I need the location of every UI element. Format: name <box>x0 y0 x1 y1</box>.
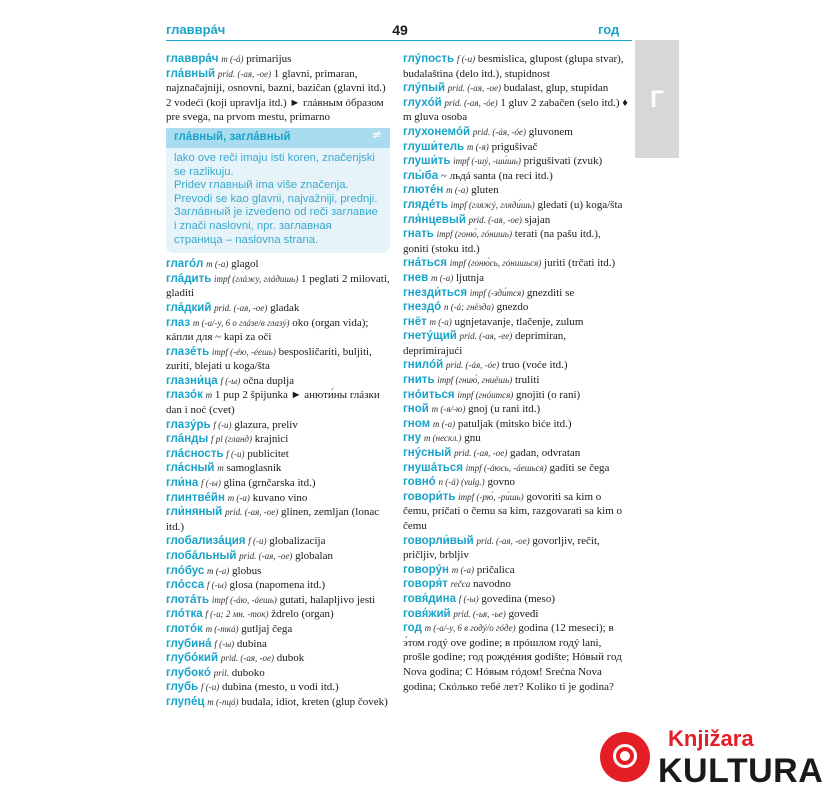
definition: budala, idiot, kreten (glup čovek) <box>241 695 388 708</box>
definition: globalizacija <box>269 535 326 548</box>
headword: глóбус <box>166 564 205 577</box>
dictionary-entry <box>166 257 391 272</box>
dictionary-entry <box>166 272 391 301</box>
grammar-note: impf (глáжу, глáдишь) <box>214 273 299 284</box>
headword: гли́на <box>166 477 199 490</box>
dictionary-entry <box>403 621 628 694</box>
definition: patuljak (mitsko biće itd.) <box>457 417 572 430</box>
usage-note-line: lako ove reči imaju isti koren, značenjski se razlikuju. <box>174 151 375 178</box>
headword: гнить <box>403 374 435 387</box>
grammar-note: rečca <box>450 579 471 590</box>
dictionary-entry <box>403 534 628 563</box>
dictionary-entry <box>166 564 391 579</box>
dictionary-entry <box>403 213 628 228</box>
dictionary-entry <box>403 358 628 373</box>
definition: glazura, preliv <box>234 418 298 431</box>
headword: глютéн <box>403 184 444 197</box>
definition: pričalica <box>476 563 515 576</box>
definition: sjajan <box>524 213 551 226</box>
grammar-note: f (-ы) <box>214 638 235 649</box>
definition: oko (organ vida); кáпли для ~ kapi za oči <box>166 316 369 344</box>
dictionary-entry <box>403 475 628 490</box>
dictionary-entry <box>403 577 628 592</box>
headword: глубь <box>166 681 199 694</box>
dictionary-entry <box>403 490 628 534</box>
dictionary-entry <box>403 256 628 271</box>
bookstore-logo <box>596 722 823 792</box>
definition: gutati, halapljivo jesti <box>279 593 376 606</box>
dictionary-entry <box>166 651 391 666</box>
definition: gluvonem <box>528 125 573 138</box>
grammar-note: n (-á) (vulg.) <box>438 477 485 488</box>
dictionary-entry <box>166 505 391 534</box>
dictionary-entry <box>403 446 628 461</box>
headword: гнёт <box>403 315 427 328</box>
dictionary-entry <box>166 578 391 593</box>
dictionary-entry <box>166 607 391 622</box>
dictionary-entry <box>166 680 391 695</box>
grammar-note: n (-á; гнёзда) <box>443 302 494 313</box>
dictionary-entry <box>166 593 391 608</box>
headword: глуши́ть <box>403 155 451 168</box>
grammar-note: m (-а/-у, 6 о глáзе/в глазý) <box>192 317 290 328</box>
headword: глагóл <box>166 258 204 271</box>
headword: гнóиться <box>403 388 455 401</box>
definition: gnezditi se <box>526 286 575 299</box>
headword: глубóкий <box>166 652 219 665</box>
grammar-note: prid. (-ая, -ое) <box>225 507 279 518</box>
headword: глáсность <box>166 447 224 460</box>
grammar-note: f (-ы) <box>458 593 479 604</box>
headword: глáдкий <box>166 301 212 314</box>
headword: говя́жий <box>403 607 451 620</box>
definition: krajnici <box>254 433 289 446</box>
dictionary-entry <box>403 81 628 96</box>
dictionary-entry <box>166 52 391 67</box>
definition: ugnjetavanje, tlačenje, zulum <box>454 315 584 328</box>
dictionary-entry <box>403 329 628 358</box>
definition: globalan <box>295 550 333 562</box>
definition: glinen, zemljan (lonac itd.) <box>166 506 380 533</box>
grammar-note: prid. (-ая, -ое) <box>217 68 272 79</box>
headword: гля́нцевый <box>403 213 466 226</box>
header-rule <box>166 40 632 41</box>
grammar-note: m (-а) <box>451 564 474 575</box>
headword: глубинá <box>166 637 212 650</box>
definition: globus <box>232 564 262 577</box>
dictionary-entry <box>403 271 628 286</box>
grammar-note: prid. (-ая, -ое) <box>220 653 274 664</box>
headword: глазóк <box>166 389 203 402</box>
logo-text-bottom: KULTURA <box>658 752 823 790</box>
headword: гли́няный <box>166 506 223 519</box>
headword: глотáть <box>166 593 210 606</box>
headword: глухонемóй <box>403 125 471 138</box>
definition: prigušivati (zvuk) <box>523 155 603 168</box>
dictionary-entry <box>166 301 391 316</box>
headword: глýпый <box>403 82 446 95</box>
definition: ždrelo (organ) <box>271 608 334 621</box>
grammar-note: impf (-зди́тся) <box>469 287 525 298</box>
definition: glagol <box>231 258 259 271</box>
grammar-note: f (-и) <box>456 54 476 64</box>
dictionary-entry <box>166 637 391 652</box>
dictionary-entry <box>403 315 628 330</box>
grammar-note: prid. (-ая, -ое) <box>454 448 508 459</box>
dictionary-entry <box>166 534 391 549</box>
grammar-note: prid. (-áя, -óе) <box>445 360 500 371</box>
grammar-note: m (-я/-ю) <box>431 404 466 415</box>
not-equal-icon: ≠ <box>371 127 382 143</box>
definition: juriti (trčati itd.) <box>544 257 616 270</box>
entry-list-top <box>166 52 391 125</box>
headword: гнев <box>403 271 429 284</box>
definition: publicitet <box>247 447 289 460</box>
logo-dot <box>620 751 630 761</box>
headword: глы́ба <box>403 169 439 182</box>
grammar-note: f (-и; 2 мн. -ток) <box>205 609 269 620</box>
dictionary-entry <box>166 491 391 506</box>
definition: ~ льдá santa (na reci itd.) <box>440 169 553 182</box>
headword: глазýрь <box>166 418 211 431</box>
left-column <box>166 52 391 710</box>
definition: duboko <box>231 666 265 679</box>
headword: гнездó <box>403 301 442 314</box>
grammar-note: prid. (-ая, -ое) <box>476 535 530 546</box>
dictionary-entry <box>403 592 628 607</box>
dictionary-entry <box>403 183 628 198</box>
usage-note-title: глáвный, заглáвный <box>174 130 291 143</box>
definition: gnojiti (o rani) <box>516 388 581 401</box>
headword: год <box>403 622 422 635</box>
thumb-index-letter: Г <box>650 86 664 113</box>
dictionary-entry <box>166 345 391 374</box>
dictionary-entry <box>403 140 628 155</box>
dictionary-entry <box>403 563 628 578</box>
usage-note-header <box>166 128 390 148</box>
grammar-note: impf (-áю, -áешь) <box>211 594 277 605</box>
grammar-note: m (-á) <box>221 54 244 64</box>
grammar-note: prid. (-ая, -ее) <box>459 331 513 342</box>
definition: prigušivač <box>491 140 538 153</box>
definition: navodno <box>472 578 511 591</box>
definition: govorljiv, rečit, pričljiv, brbljiv <box>403 534 600 562</box>
headword: глотóк <box>166 622 203 635</box>
grammar-note: prid. (-ая, -ое) <box>447 83 501 94</box>
headword: гнушáться <box>403 461 463 474</box>
running-head-left: главврáч <box>166 22 226 37</box>
right-column <box>403 52 628 694</box>
headword: гнилóй <box>403 359 444 372</box>
dictionary-entry <box>166 695 391 710</box>
definition: truo (voće itd.) <box>501 359 568 372</box>
grammar-note: prid. (-ая, -ое) <box>468 214 522 225</box>
grammar-note: prid. (-ая, -óе) <box>444 97 498 108</box>
definition: primarijus <box>246 53 292 65</box>
definition: očna duplja <box>243 374 295 387</box>
definition: gnezdo <box>496 301 529 314</box>
definition: gadan, odvratan <box>510 447 581 460</box>
usage-note-line: Заглáвный je izvedeno od reči заглавие i znači naslovni, npr. заглавная страница – naslovna strana. <box>174 206 378 246</box>
grammar-note: impf (гнóится) <box>457 389 514 400</box>
dictionary-entry <box>403 154 628 169</box>
dictionary-entry <box>403 461 628 476</box>
grammar-note: impf (-áюсь, -áешься) <box>465 462 547 473</box>
headword: гном <box>403 417 431 430</box>
definition: gnoj (u rani itd.) <box>468 403 541 416</box>
grammar-note: f pl (гланд) <box>211 434 252 445</box>
dictionary-entry <box>403 417 628 432</box>
page-number: 49 <box>392 22 408 38</box>
definition: terati (na pašu itd.), goniti (stoku itd.) <box>403 228 601 255</box>
definition: glosa (napomena itd.) <box>229 579 326 592</box>
dictionary-entry <box>403 373 628 388</box>
definition: truliti <box>514 374 540 387</box>
headword: глуши́тель <box>403 140 465 153</box>
headword: говорли́вый <box>403 534 474 547</box>
dictionary-entry <box>403 286 628 301</box>
grammar-note: m (-а) <box>207 565 230 576</box>
definition: godina (12 meseci); в э́том годý ove godine; в прóшлом годý lani, prošle godine; год рождéния godište; Нóвый год Nova godina; С Нóвым гóдом! Srećna Nova godina; Скóлько тебé лет? Koliko ti je godina? <box>403 622 622 693</box>
grammar-note: f (-ы) <box>206 580 227 591</box>
dictionary-entry <box>166 476 391 491</box>
definition: goveđi <box>508 607 539 620</box>
headword: глядéть <box>403 198 448 211</box>
headword: гнать <box>403 228 434 241</box>
grammar-note: impf (-шý, -ши́шь) <box>453 156 521 167</box>
headword: гнýсный <box>403 447 452 460</box>
definition: govoriti sa kim o čemu, pričati o čemu sa kim, razgovarati sa kim o čemu <box>403 490 623 532</box>
dictionary-entry <box>166 666 391 681</box>
usage-note-line: Prevodi se kao glavni, najvažniji, prednji. <box>174 192 378 205</box>
grammar-note: m (-а) <box>429 316 452 327</box>
headword: гнетýщий <box>403 330 457 343</box>
definition: 1 peglati 2 milovati, gladiti <box>166 272 390 300</box>
grammar-note: impf (-éю, -éешь) <box>211 346 276 357</box>
dictionary-entry <box>403 125 628 140</box>
dictionary-entry <box>403 300 628 315</box>
dictionary-entry <box>403 52 628 81</box>
headword: глубокó <box>166 666 211 679</box>
grammar-note: impf (гоню́, гóнишь) <box>436 229 513 240</box>
grammar-note: prid. (-ая, -ое) <box>239 551 293 561</box>
dictionary-entry <box>403 227 628 256</box>
grammar-note: m <box>217 463 224 474</box>
dictionary-entry <box>166 447 391 462</box>
dictionary-entry <box>403 607 628 622</box>
grammar-note: m (нескл.) <box>423 433 462 444</box>
definition: samoglasnik <box>226 462 282 475</box>
headword: глинтвéйн <box>166 491 225 504</box>
grammar-note: impf (гляжý, гляди́шь) <box>450 199 535 210</box>
definition: kuvano vino <box>252 491 308 504</box>
definition: dubok <box>276 652 305 665</box>
headword: гной <box>403 403 429 416</box>
usage-note-line: Pridev главный ima više značenja. <box>174 179 349 192</box>
grammar-note: m (-а) <box>432 418 456 429</box>
definition: besposličariti, buljiti, zuriti, blejati u koga/šta <box>166 345 372 373</box>
definition: gladak <box>270 301 300 314</box>
headword: глобáльный <box>166 550 237 562</box>
definition: gluten <box>471 184 499 197</box>
headword: гну <box>403 432 422 445</box>
definition: budalast, glup, stupidan <box>503 82 609 95</box>
grammar-note: m (-ткá) <box>205 623 239 634</box>
headword: глáнды <box>166 433 209 446</box>
usage-note-body <box>166 148 390 253</box>
grammar-note: f (-и) <box>226 448 245 459</box>
dictionary-entry <box>166 622 391 637</box>
headword: глóтка <box>166 608 203 621</box>
headword: гнезди́ться <box>403 286 468 299</box>
dictionary-entry <box>403 431 628 446</box>
grammar-note: pril. <box>213 667 229 678</box>
definition: ljutnja <box>455 271 485 284</box>
headword: глобализáция <box>166 535 246 548</box>
grammar-note: prid. (-ья, -ье) <box>453 608 506 619</box>
dictionary-entry <box>403 388 628 403</box>
entry-list-right <box>403 52 628 694</box>
headword: глáсный <box>166 462 215 475</box>
headword: глазéть <box>166 345 210 358</box>
definition: dubina <box>236 637 267 650</box>
grammar-note: m (-а) <box>430 272 454 283</box>
grammar-note: impf (гоню́сь, гóнишься) <box>449 258 542 269</box>
definition: 1 gluv 2 zabačen (selo itd.) ♦ m gluva osoba <box>403 96 628 124</box>
headword: глýпость <box>403 53 455 65</box>
dictionary-entry <box>166 388 391 417</box>
grammar-note: m (-а) <box>446 185 469 196</box>
grammar-note: m (-пцá) <box>207 696 239 707</box>
grammar-note: m (-я) <box>466 141 489 152</box>
headword: говнó <box>403 476 436 489</box>
definition: glina (grnčarska itd.) <box>223 477 316 490</box>
definition: besmislica, glupost (glupa stvar), budalaština (delo itd.), stupidnost <box>403 53 624 80</box>
headword: глáдить <box>166 272 212 285</box>
headword: говори́ть <box>403 490 456 503</box>
definition: deprimiran, deprimirajući <box>403 330 567 357</box>
dictionary-entry <box>166 461 391 476</box>
grammar-note: f (-и) <box>248 536 267 547</box>
grammar-note: f (-ы) <box>200 478 221 489</box>
grammar-note: impf (гнию́, гниёшь) <box>437 375 513 386</box>
headword: главврáч <box>166 53 219 65</box>
dictionary-entry <box>403 169 628 184</box>
definition: 1 pup 2 špijunka ► анюти́ны глáзки dan i noć (cvet) <box>166 389 380 417</box>
grammar-note: f (-и) <box>213 419 232 430</box>
definition: gnu <box>464 432 481 445</box>
grammar-note: m (-а) <box>227 492 250 503</box>
headword: глóсса <box>166 579 205 592</box>
dictionary-entry <box>166 418 391 433</box>
headword: говоря́т <box>403 578 448 591</box>
definition: gaditi se čega <box>549 461 610 474</box>
dictionary-entry <box>166 316 391 345</box>
usage-note-box <box>166 128 390 253</box>
logo-text-top: Knjižara <box>668 726 754 751</box>
dictionary-entry <box>166 374 391 389</box>
dictionary-entry <box>403 198 628 213</box>
definition: govedina (meso) <box>481 592 555 605</box>
dictionary-entry <box>166 67 391 125</box>
headword: гнáться <box>403 257 447 270</box>
definition: gutljaj čega <box>241 622 293 635</box>
definition: dubina (mesto, u vodi itd.) <box>221 681 339 694</box>
headword: глаз <box>166 316 191 329</box>
definition: gledati (u) koga/šta <box>537 198 623 211</box>
dictionary-entry <box>166 432 391 447</box>
dictionary-entry <box>403 402 628 417</box>
grammar-note: impf (-рю́, -ри́шь) <box>458 491 524 502</box>
grammar-note: m (-а/-у, 6 в годý/о гóде) <box>424 623 516 634</box>
headword: говорýн <box>403 563 449 576</box>
headword: глухóй <box>403 96 442 109</box>
grammar-note: f (-и) <box>200 682 220 693</box>
grammar-note: f (-ы) <box>220 375 241 386</box>
grammar-note: m (-а) <box>206 259 229 270</box>
grammar-note: prid. (-áя, -óе) <box>472 126 527 137</box>
headword: говя́дина <box>403 592 457 605</box>
dictionary-entry <box>166 549 391 564</box>
running-head-right: год <box>598 22 620 37</box>
definition: govno <box>487 476 515 489</box>
definition: 1 glavni, primaran, najznačajniji, osnovni, bazni, baziĉan (glavni itd.) 2 vodeći (koji upravlja itd.) ► глáвным óбразом pre svega, na prvom mestu, primarno <box>166 67 386 124</box>
headword: глупéц <box>166 695 205 708</box>
headword: глазни́ца <box>166 374 218 387</box>
grammar-note: m <box>205 390 213 401</box>
grammar-note: prid. (-ая, -ое) <box>214 302 268 313</box>
dictionary-entry <box>403 96 628 125</box>
headword: глáвный <box>166 67 216 80</box>
entry-list-bottom <box>166 257 391 709</box>
